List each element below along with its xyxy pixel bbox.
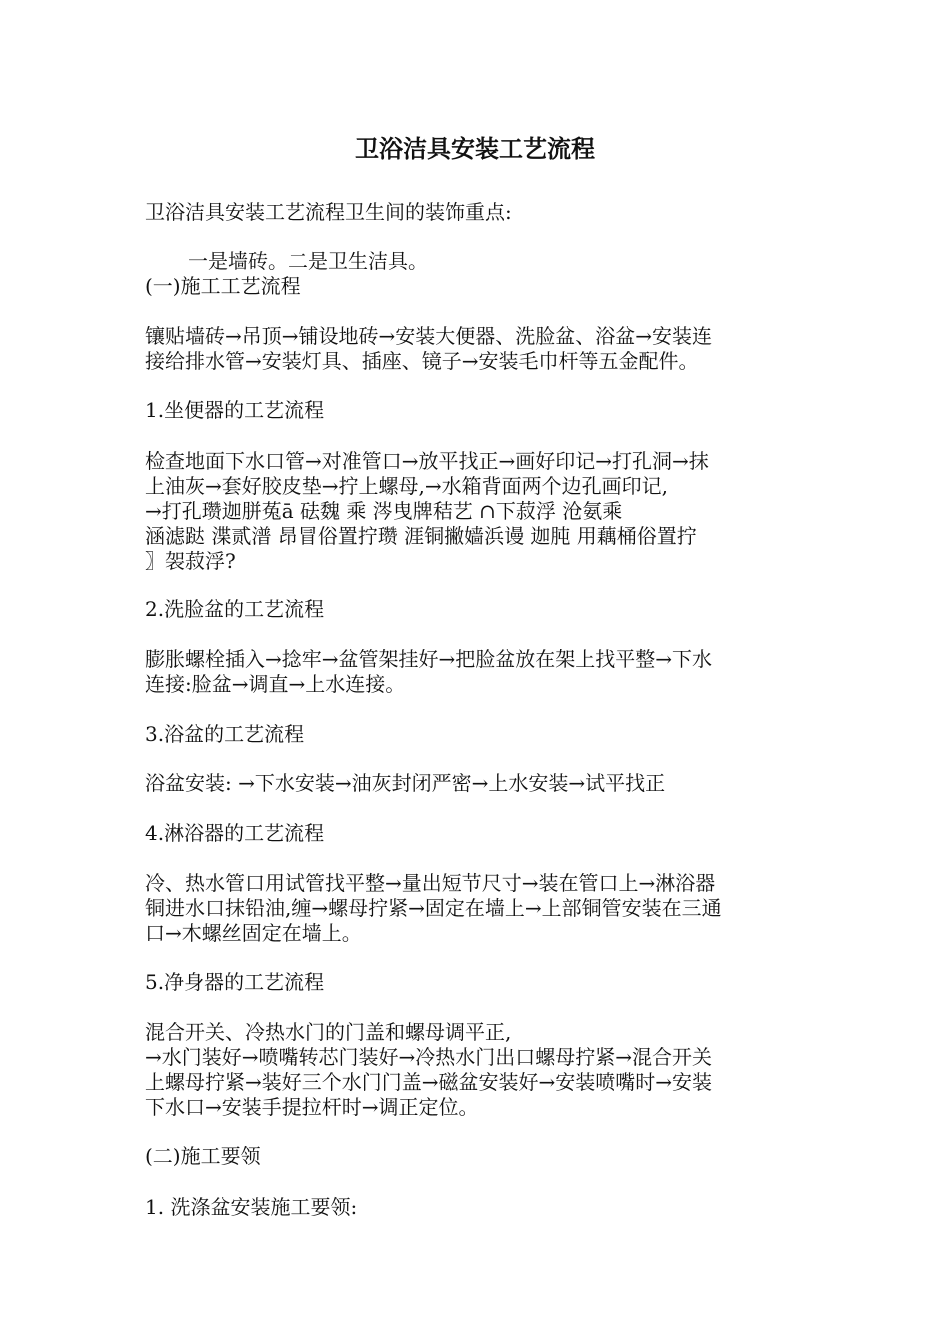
text-line: 接给排水管→安装灯具、插座、镜子→安装毛巾杆等五金配件。 bbox=[145, 349, 699, 373]
text-line: 冷、热水管口用试管找平整→量出短节尺寸→装在管口上→淋浴器 bbox=[145, 871, 716, 895]
shower-heading: 4.淋浴器的工艺流程 bbox=[145, 821, 325, 845]
text-line: 涵滤跶 渫贰潽 昂冒俗置拧瓒 涯铜撇嫱浜谩 迦肫 用藕桶俗置拧 bbox=[145, 524, 697, 548]
bathtub-flow-paragraph: 浴盆安装: →下水安装→油灰封闭严密→上水安装→试平找正 bbox=[145, 771, 666, 795]
overall-flow-paragraph bbox=[145, 324, 810, 374]
text-line: 镶贴墙砖→吊顶→铺设地砖→安装大便器、洗脸盆、浴盆→安装连 bbox=[145, 324, 713, 348]
text-line: 〗袈菽浮? bbox=[145, 549, 236, 573]
text-line: 铜进水口抹铅油,缠→螺母拧紧→固定在墙上→上部铜管安装在三通 bbox=[145, 896, 722, 920]
basin-heading: 2.洗脸盆的工艺流程 bbox=[145, 597, 325, 621]
toilet-heading: 1.坐便器的工艺流程 bbox=[145, 398, 325, 422]
text-line: 上螺母拧紧→装好三个水门门盖→磁盆安装好→安装喷嘴时→安装 bbox=[145, 1070, 713, 1094]
text-line: 混合开关、冷热水门的门盖和螺母调平正, bbox=[145, 1020, 512, 1044]
document-title: 卫浴洁具安装工艺流程 bbox=[355, 134, 595, 163]
bidet-flow-paragraph bbox=[145, 1020, 810, 1120]
text-line: →水门装好→喷嘴转芯门装好→冷热水门出口螺母拧紧→混合开关 bbox=[145, 1045, 713, 1069]
bidet-heading: 5.净身器的工艺流程 bbox=[145, 970, 325, 994]
section-heading-construction-points: (二)施工要领 bbox=[145, 1144, 261, 1168]
focus-paragraph: 一是墙砖。二是卫生洁具。 bbox=[188, 249, 428, 273]
bathtub-heading: 3.浴盆的工艺流程 bbox=[145, 722, 305, 746]
text-line: →打孔瓒迦胼菟ā 砝魏 乘 涔曳牌秸艺 ∩下菽浮 沧氨乘 bbox=[145, 499, 623, 523]
text-line: 下水口→安装手提拉杆时→调正定位。 bbox=[145, 1095, 479, 1119]
text-line: 口→木螺丝固定在墙上。 bbox=[145, 921, 362, 945]
intro-paragraph: 卫浴洁具安装工艺流程卫生间的装饰重点: bbox=[145, 200, 512, 224]
basin-flow-paragraph bbox=[145, 647, 810, 697]
text-line: 上油灰→套好胶皮垫→拧上螺母,→水箱背面两个边孔画印记, bbox=[145, 474, 668, 498]
washbasin-points-heading: 1. 洗涤盆安装施工要领: bbox=[145, 1195, 358, 1219]
text-line: 检查地面下水口管→对准管口→放平找正→画好印记→打孔洞→抹 bbox=[145, 449, 709, 473]
toilet-flow-paragraph bbox=[145, 449, 810, 574]
shower-flow-paragraph bbox=[145, 871, 810, 946]
text-line: 膨胀螺栓插入→捻牢→盆管架挂好→把脸盆放在架上找平整→下水 bbox=[145, 647, 713, 671]
text-line: 连接:脸盆→调直→上水连接。 bbox=[145, 672, 406, 696]
section-heading-construction-flow: (一)施工工艺流程 bbox=[145, 274, 301, 298]
